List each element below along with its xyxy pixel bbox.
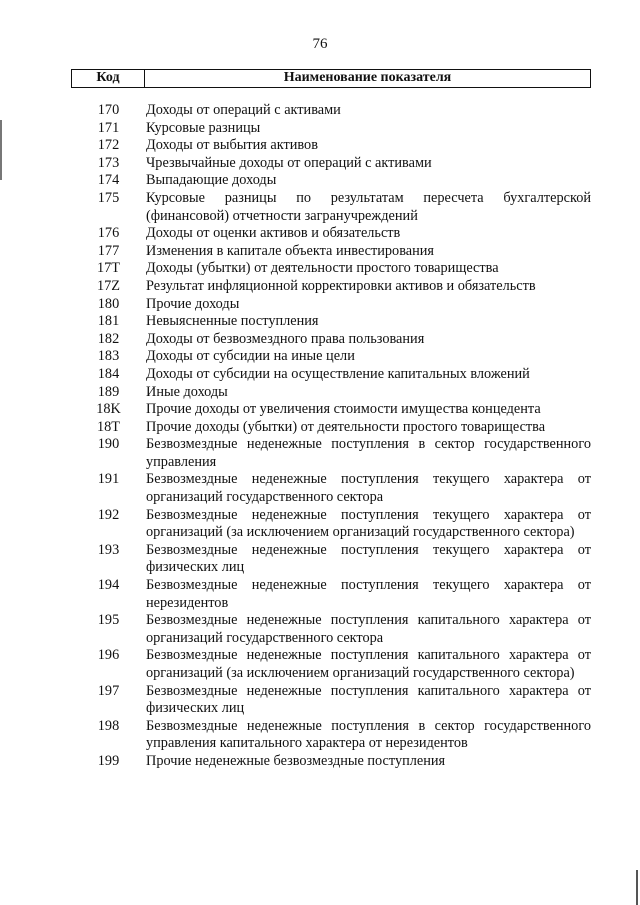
table-row	[71, 190, 591, 225]
row-code: 17T	[96, 260, 121, 277]
row-name: Изменения в капитале объекта инвестирования	[146, 242, 434, 259]
table-row	[71, 313, 591, 331]
row-name: Безвозмездные неденежные поступления капитального характера от организаций государственного сектора	[146, 612, 591, 646]
row-name: Доходы от субсидии на иные цели	[146, 348, 355, 365]
row-name: Безвозмездные неденежные поступления текущего характера от физических лиц	[146, 541, 591, 576]
row-name: Безвозмездные неденежные поступления текущего характера от организаций (за исключением организаций государственного сектора)	[146, 506, 591, 541]
row-name: Прочие доходы	[146, 295, 240, 312]
row-name: Доходы от операций с активами	[146, 102, 341, 118]
table-row	[71, 366, 591, 384]
row-name: Безвозмездные неденежные поступления капитального характера от физических лиц	[146, 682, 591, 717]
header-code: Код	[72, 70, 145, 87]
row-code: 173	[97, 154, 120, 171]
row-code: 194	[97, 577, 120, 594]
row-code: 191	[97, 471, 120, 488]
row-code: 198	[97, 717, 120, 734]
row-name: Доходы от субсидии на осуществление капитальных вложений	[146, 365, 530, 382]
table-row	[71, 331, 591, 349]
table-row	[71, 278, 591, 296]
row-code: 181	[97, 313, 120, 330]
table-row	[71, 542, 591, 577]
scan-artifact	[636, 870, 638, 905]
table-row	[71, 260, 591, 278]
row-name: Безвозмездные неденежные поступления в сектор государственного управления	[146, 436, 591, 470]
row-code: 196	[97, 647, 120, 664]
row-code: 182	[97, 330, 120, 347]
table-row	[71, 102, 591, 120]
row-code: 184	[97, 365, 120, 382]
table-row	[71, 647, 591, 682]
row-name: Курсовые разницы по результатам пересчета бухгалтерской (финансовой) отчетности загранучреждений	[146, 189, 591, 224]
row-name: Иные доходы	[146, 383, 228, 400]
row-code: 189	[97, 383, 120, 400]
table-row	[71, 401, 591, 419]
row-name: Доходы (убытки) от деятельности простого товарищества	[146, 260, 499, 277]
row-name: Результат инфляционной корректировки активов и обязательств	[146, 277, 536, 294]
row-name: Доходы от безвозмездного права пользования	[146, 330, 425, 347]
row-code: 172	[97, 137, 120, 154]
row-name: Прочие доходы (убытки) от деятельности простого товарищества	[146, 418, 546, 435]
row-code: 192	[97, 506, 120, 523]
table-header	[71, 69, 591, 88]
row-name: Выпадающие доходы	[146, 172, 277, 189]
row-name: Чрезвычайные доходы от операций с активами	[146, 154, 432, 171]
row-code: 171	[97, 119, 120, 136]
row-code: 17Z	[96, 277, 121, 294]
row-name: Доходы от оценки активов и обязательств	[146, 225, 401, 242]
table-row	[71, 243, 591, 261]
row-code: 177	[97, 242, 120, 259]
row-code: 195	[97, 612, 120, 629]
row-name: Прочие доходы от увеличения стоимости имущества концедента	[146, 401, 541, 418]
header-name: Наименование показателя	[283, 70, 452, 85]
row-name: Безвозмездные неденежные поступления капитального характера от организаций (за исключением организаций государственного сектора)	[146, 647, 591, 681]
row-code: 199	[97, 752, 120, 769]
table-row	[71, 612, 591, 647]
row-name: Курсовые разницы	[146, 119, 261, 136]
table-row	[71, 471, 591, 506]
row-code: 197	[97, 682, 120, 699]
table-row	[71, 137, 591, 155]
row-code: 183	[97, 348, 120, 365]
table-row	[71, 718, 591, 753]
row-code: 170	[97, 102, 120, 118]
table-body	[71, 102, 591, 771]
scan-artifact	[0, 120, 2, 180]
row-code: 18K	[96, 401, 121, 418]
row-name: Безвозмездные неденежные поступления в сектор государственного управления капитального характера от нерезидентов	[146, 717, 591, 752]
table-row	[71, 296, 591, 314]
table-row	[71, 419, 591, 437]
row-name: Невыясненные поступления	[146, 313, 319, 330]
row-code: 175	[97, 189, 120, 206]
table-row	[71, 172, 591, 190]
page-number: 76	[312, 36, 328, 52]
row-name: Безвозмездные неденежные поступления текущего характера от нерезидентов	[146, 577, 591, 611]
table-row	[71, 155, 591, 173]
row-code: 190	[97, 436, 120, 453]
row-name: Прочие неденежные безвозмездные поступления	[146, 752, 446, 769]
table-row	[71, 348, 591, 366]
table-row	[71, 683, 591, 718]
row-code: 18T	[96, 418, 121, 435]
row-code: 180	[97, 295, 120, 312]
row-code: 176	[97, 225, 120, 242]
table-row	[71, 753, 591, 771]
row-name: Доходы от выбытия активов	[146, 137, 318, 154]
table-row	[71, 225, 591, 243]
table-row	[71, 436, 591, 471]
row-code: 174	[97, 172, 120, 189]
row-name: Безвозмездные неденежные поступления текущего характера от организаций государственного сектора	[146, 471, 591, 506]
table-row	[71, 577, 591, 612]
table-row	[71, 120, 591, 138]
row-code: 193	[97, 541, 120, 558]
table-row	[71, 507, 591, 542]
table-row	[71, 384, 591, 402]
